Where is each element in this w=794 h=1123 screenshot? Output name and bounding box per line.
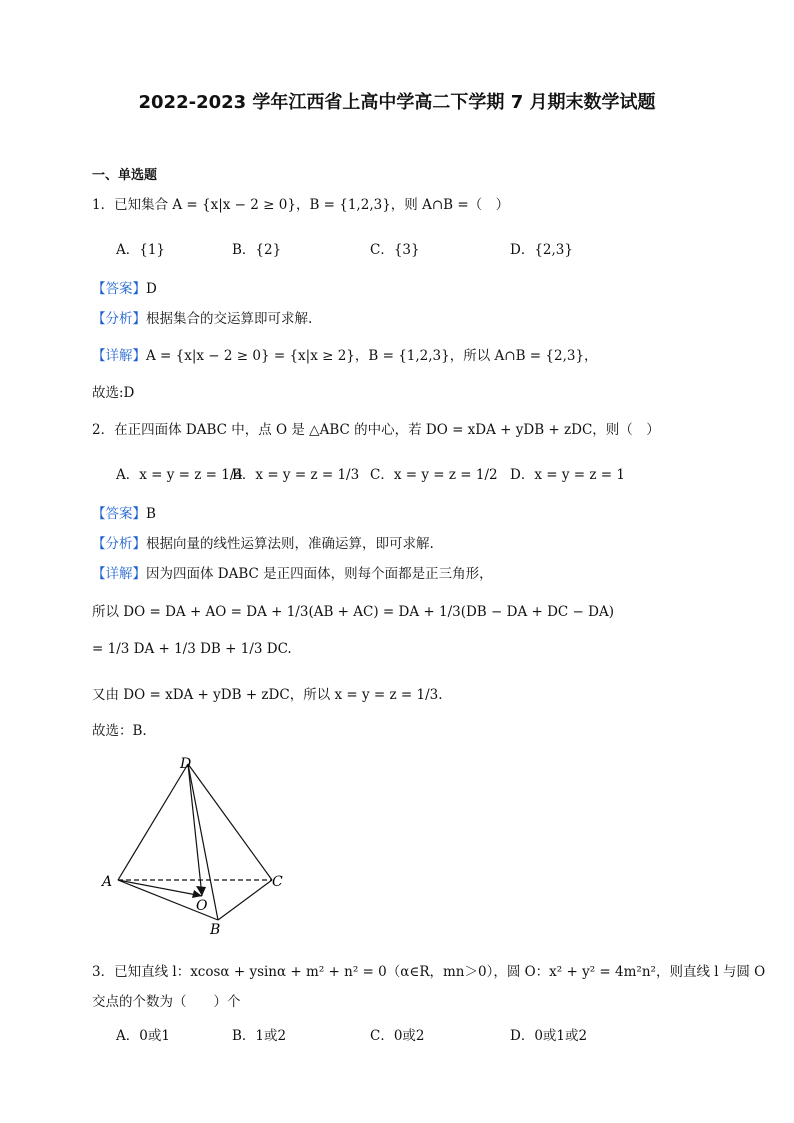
answer-value: B [146,506,156,522]
q2-analysis [92,532,434,552]
analysis-text: 根据集合的交运算即可求解. [146,311,313,327]
detail-tag: 【详解】 [92,566,146,582]
label-b: B [210,922,221,938]
label-d: D [180,756,192,772]
q2-step-3: 又由 DO = xDA + yDB + zDC，所以 x = y = z = 1/3. [92,687,443,703]
q2-answer [92,502,156,522]
tetrahedron-figure [96,752,296,940]
analysis-text: 根据向量的线性运算法则，准确运算，即可求解. [146,536,434,552]
answer-tag: 【答案】 [92,506,146,522]
analysis-tag: 【分析】 [92,311,146,327]
edge-bc [218,880,272,920]
q2-option-a: A．x = y = z = 1/4 [116,467,244,483]
detail-text: A = {x|x − 2 ≥ 0} = {x|x ≥ 2}，B = {1,2,3}，所以 A∩B = {2,3}， [146,348,598,364]
page-title: 2022-2023 学年江西省上高中学高二下学期 7 月期末数学试题 [138,92,656,113]
q1-stem: 1．已知集合 A = {x|x − 2 ≥ 0}，B = {1,2,3}，则 A∩B =（ ） [92,197,510,213]
q1-conclusion: 故选:D [92,385,135,401]
q2-option-d: D．x = y = z = 1 [510,467,625,483]
q2-conclusion: 故选：B. [92,723,147,739]
label-a: A [102,874,113,890]
answer-tag: 【答案】 [92,281,146,297]
analysis-tag: 【分析】 [92,536,146,552]
vector-ao [118,880,202,896]
q2-option-b: B．x = y = z = 1/3 [232,467,360,483]
q1-answer [92,277,157,297]
q1-detail [92,344,598,364]
vector-do [188,764,202,896]
q2-stem: 2．在正四面体 DABC 中，点 O 是 △ABC 的中心，若 DO = xDA + yDB + zDC，则（ ） [92,422,660,438]
answer-value: D [146,281,157,297]
q2-step-1: 所以 DO = DA + AO = DA + 1/3(AB + AC) = DA + 1/3(DB − DA + DC − DA) [92,604,614,620]
label-o: O [196,898,208,914]
q1-option-a: A．{1} [116,242,166,258]
q1-option-d: D．{2,3} [510,242,573,258]
q2-step-2: = 1/3 DA + 1/3 DB + 1/3 DC. [92,641,292,657]
label-c: C [272,874,283,890]
edge-dc [188,764,272,880]
q3-option-c: C．0或2 [370,1028,425,1044]
q1-option-b: B．{2} [232,242,282,258]
q2-detail [92,562,493,582]
q2-option-c: C．x = y = z = 1/2 [370,467,498,483]
q1-analysis [92,307,312,327]
q3-option-d: D．0或1或2 [510,1028,588,1044]
section-heading: 一、单选题 [92,168,158,183]
q3-stem: 3．已知直线 l：xcosα + ysinα + m² + n² = 0（α∈R，mn＞0），圆 O：x² + y² = 4m²n²，则直线 l 与圆 O [92,964,766,980]
q3-option-a: A．0或1 [116,1028,170,1044]
detail-text: 因为四面体 DABC 是正四面体，则每个面都是正三角形， [146,566,493,582]
q3-stem-2: 交点的个数为（ ）个 [92,994,241,1010]
edge-da [118,764,188,880]
q3-option-b: B．1或2 [232,1028,287,1044]
q1-option-c: C．{3} [370,242,420,258]
detail-tag: 【详解】 [92,348,146,364]
